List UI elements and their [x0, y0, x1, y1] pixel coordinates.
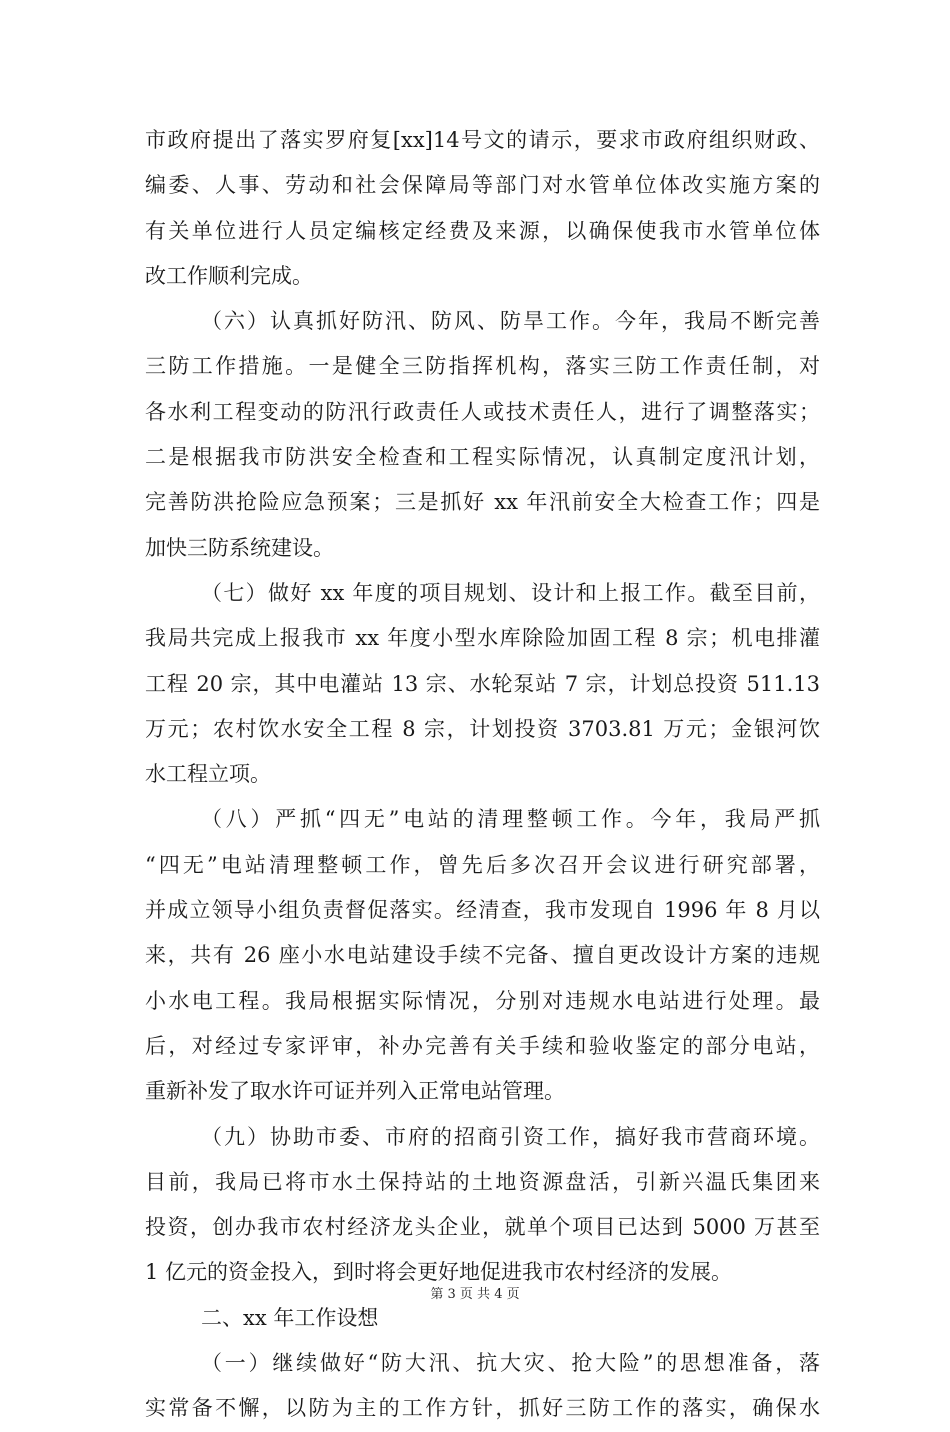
text-line: “四无”电站清理整顿工作，曾先后多次召开会议进行研究部署， — [145, 852, 820, 877]
text-line: 水工程立项。 — [145, 762, 271, 787]
text-line: 目前，我局已将市水土保持站的土地资源盘活，引新兴温氏集团来 — [145, 1169, 820, 1194]
text-line: 加快三防系统建设。 — [145, 535, 334, 560]
text-line: （一）继续做好“防大汛、抗大灾、抢大险”的思想准备，落 — [201, 1351, 820, 1376]
text-line: 市政府提出了落实罗府复[xx]14号文的请示，要求市政府组织财政、 — [145, 128, 820, 152]
text-line: 改工作顺利完成。 — [145, 263, 313, 288]
text-line: 投资，创办我市农村经济龙头企业，就单个项目已达到 5000 万甚至 — [145, 1215, 820, 1240]
text-line: 万元；农村饮水安全工程 8 宗，计划投资 3703.81 万元；金银河饮 — [145, 716, 820, 741]
text-line: 完善防洪抢险应急预案；三是抓好 xx 年汛前安全大检查工作；四是 — [145, 490, 820, 515]
text-line: （六）认真抓好防汛、防风、防旱工作。今年，我局不断完善 — [201, 309, 820, 334]
text-line: 实常备不懈，以防为主的工作方针，抓好三防工作的落实，确保水 — [145, 1396, 820, 1421]
text-line: 我局共完成上报我市 xx 年度小型水库除险加固工程 8 宗；机电排灌 — [145, 626, 820, 651]
text-line: （七）做好 xx 年度的项目规划、设计和上报工作。截至目前， — [201, 580, 820, 605]
text-line: 三防工作措施。一是健全三防指挥机构，落实三防工作责任制，对 — [145, 354, 820, 379]
text-line: 编委、人事、劳动和社会保障局等部门对水管单位体改实施方案的 — [145, 173, 820, 198]
text-line: 小水电工程。我局根据实际情况，分别对违规水电站进行处理。最 — [145, 988, 820, 1013]
document-body — [145, 118, 820, 1432]
text-line: 并成立领导小组负责督促落实。经清查，我市发现自 1996 年 8 月以 — [145, 898, 820, 923]
text-line: 后，对经过专家评审，补办完善有关手续和验收鉴定的部分电站， — [145, 1033, 820, 1058]
text-line: 有关单位进行人员定编核定经费及来源，以确保使我市水管单位体 — [145, 218, 820, 243]
text-line: 来，共有 26 座小水电站建设手续不完备、擅自更改设计方案的违规 — [145, 943, 820, 968]
text-line: 二是根据我市防洪安全检查和工程实际情况，认真制定度汛计划， — [145, 445, 820, 470]
text-line: 二、xx 年工作设想 — [201, 1305, 379, 1330]
text-line: 重新补发了取水许可证并列入正常电站管理。 — [145, 1079, 565, 1104]
text-line: 1 亿元的资金投入，到时将会更好地促进我市农村经济的发展。 — [145, 1260, 733, 1285]
text-line: 工程 20 宗，其中电灌站 13 宗、水轮泵站 7 宗，计划总投资 511.13 — [145, 671, 820, 696]
text-line: 各水利工程变动的防汛行政责任人或技术责任人，进行了调整落实； — [145, 399, 820, 424]
text-line: （九）协助市委、市府的招商引资工作，搞好我市营商环境。 — [201, 1124, 820, 1149]
page-number-footer: 第 3 页 共 4 页 — [430, 1287, 520, 1302]
text-line: （八）严抓“四无”电站的清理整顿工作。今年，我局严抓 — [201, 807, 820, 832]
